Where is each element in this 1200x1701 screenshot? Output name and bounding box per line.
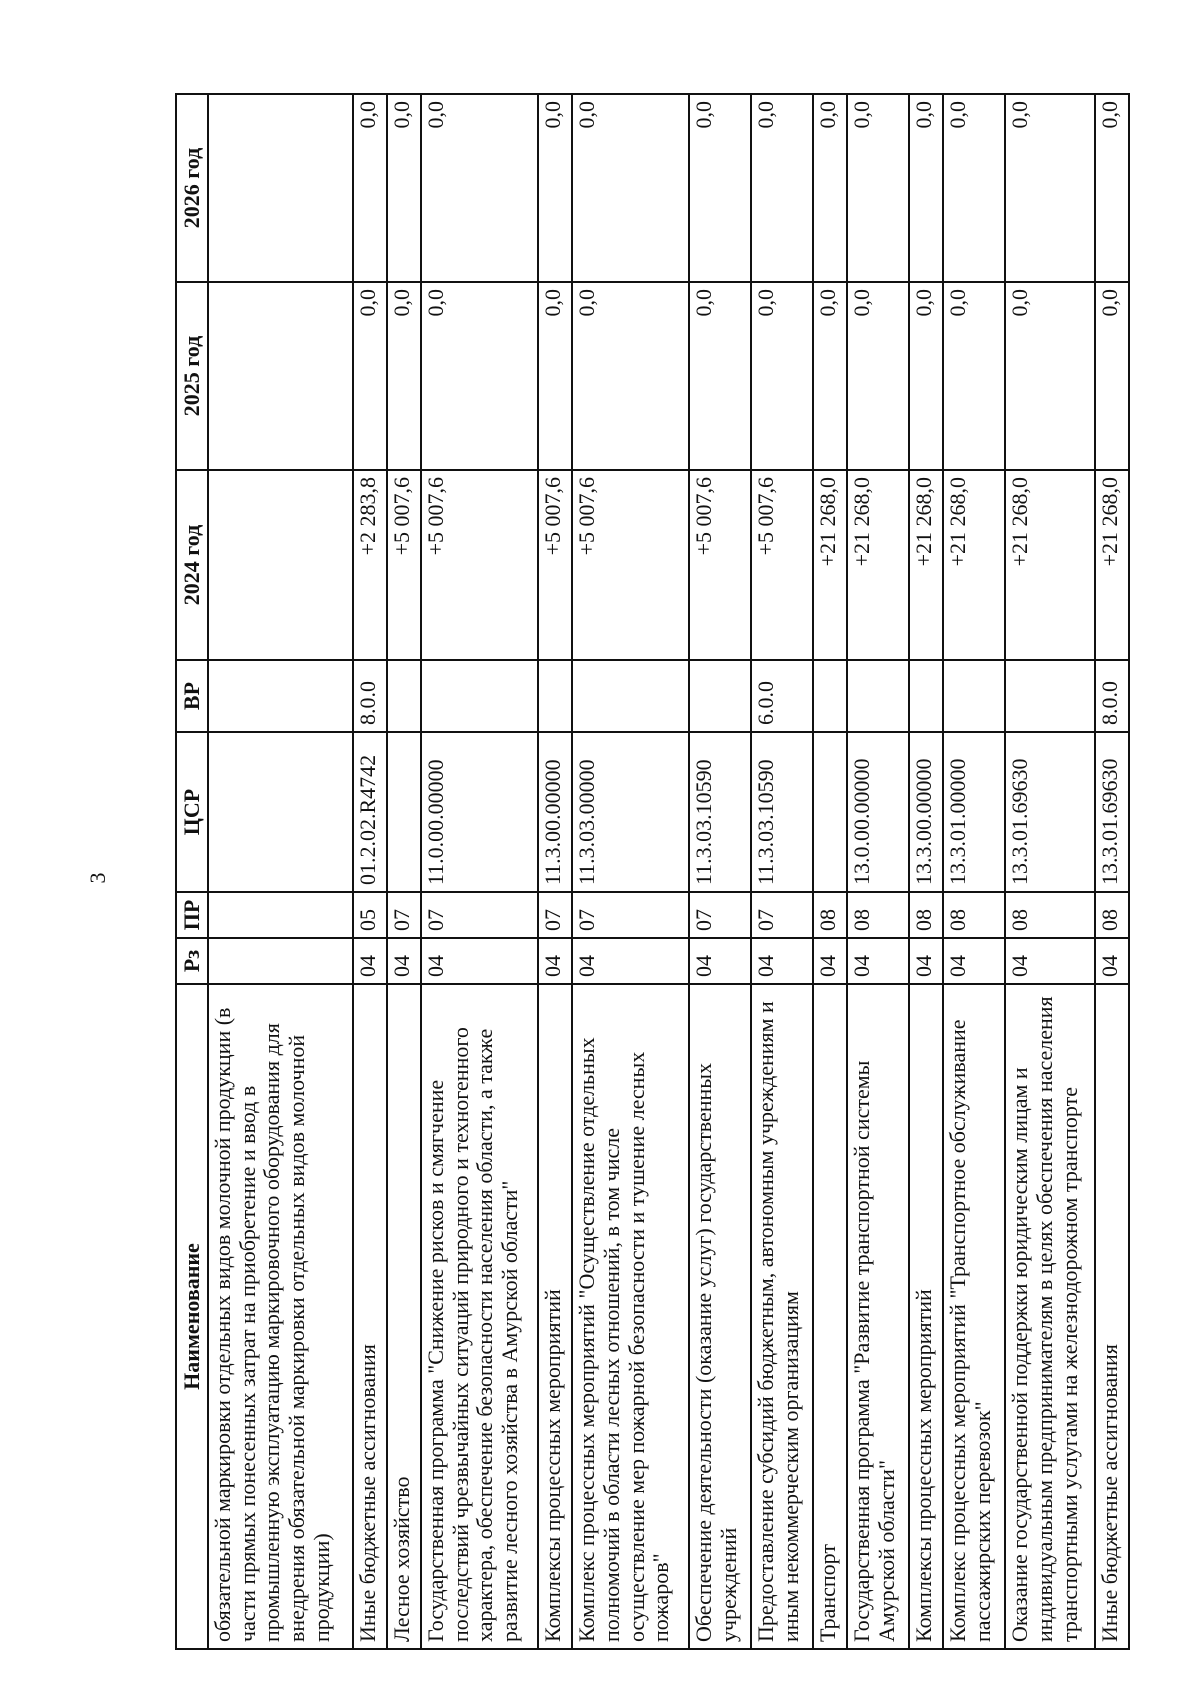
cell-csr: 13.3.01.69630 bbox=[1095, 732, 1129, 892]
header-vr: ВР bbox=[176, 660, 208, 732]
cell-vr: 8.0.0 bbox=[353, 660, 387, 732]
cell-csr: 11.3.03.00000 bbox=[572, 732, 689, 892]
table-row bbox=[208, 94, 353, 1649]
cell-rz: 04 bbox=[943, 938, 1005, 984]
cell-vr bbox=[943, 660, 1005, 732]
header-2024: 2024 год bbox=[176, 470, 208, 660]
cell-2025: 0,0 bbox=[572, 282, 689, 470]
cell-csr: 11.3.03.10590 bbox=[751, 732, 813, 892]
cell-2025: 0,0 bbox=[421, 282, 538, 470]
table-row bbox=[943, 94, 1005, 1649]
cell-2024: +5 007,6 bbox=[387, 470, 421, 660]
cell-pr: 07 bbox=[538, 892, 572, 938]
table-row bbox=[387, 94, 421, 1649]
budget-table-area bbox=[175, 95, 1130, 1650]
cell-2026: 0,0 bbox=[751, 94, 813, 282]
table-row bbox=[572, 94, 689, 1649]
cell-vr bbox=[689, 660, 751, 732]
table-row bbox=[353, 94, 387, 1649]
cell-pr: 07 bbox=[572, 892, 689, 938]
cell-vr bbox=[421, 660, 538, 732]
cell-2026: 0,0 bbox=[689, 94, 751, 282]
cell-rz: 04 bbox=[813, 938, 847, 984]
cell-pr: 08 bbox=[1005, 892, 1094, 938]
cell-2025: 0,0 bbox=[847, 282, 909, 470]
header-rz: Рз bbox=[176, 938, 208, 984]
cell-vr bbox=[909, 660, 943, 732]
cell-name: обязательной маркировки отдельных видов молочной продукции (в части прямых понесенных затрат на приобретение и ввод в промышленную эксплуатацию маркировочного оборудования для внедрения обязательной маркировки отдельных видов молочной продукции) bbox=[208, 984, 353, 1649]
cell-2024: +21 268,0 bbox=[1005, 470, 1094, 660]
cell-2025: 0,0 bbox=[943, 282, 1005, 470]
cell-2025: 0,0 bbox=[353, 282, 387, 470]
table-row bbox=[847, 94, 909, 1649]
cell-rz bbox=[208, 938, 353, 984]
cell-vr bbox=[208, 660, 353, 732]
cell-2025: 0,0 bbox=[1005, 282, 1094, 470]
cell-2026: 0,0 bbox=[1005, 94, 1094, 282]
cell-name: Оказание государственной поддержки юридическим лицам и индивидуальным предпринимателям в целях обеспечения населения транспортными услугами на железнодорожном транспорте bbox=[1005, 984, 1094, 1649]
cell-name: Обеспечение деятельности (оказание услуг) государственных учреждений bbox=[689, 984, 751, 1649]
cell-2026: 0,0 bbox=[943, 94, 1005, 282]
cell-rz: 04 bbox=[572, 938, 689, 984]
cell-2025: 0,0 bbox=[387, 282, 421, 470]
cell-pr: 07 bbox=[421, 892, 538, 938]
header-pr: ПР bbox=[176, 892, 208, 938]
header-csr: ЦСР bbox=[176, 732, 208, 892]
table-row bbox=[909, 94, 943, 1649]
cell-2026: 0,0 bbox=[813, 94, 847, 282]
cell-2026: 0,0 bbox=[538, 94, 572, 282]
cell-2025: 0,0 bbox=[813, 282, 847, 470]
cell-name: Транспорт bbox=[813, 984, 847, 1649]
cell-2025 bbox=[208, 282, 353, 470]
cell-2026: 0,0 bbox=[909, 94, 943, 282]
cell-name: Комплекс процессных мероприятий "Осуществление отдельных полномочий в области лесных отношений, в том числе осуществление мер пожарной безопасности и тушение лесных пожаров" bbox=[572, 984, 689, 1649]
cell-2025: 0,0 bbox=[689, 282, 751, 470]
cell-pr: 08 bbox=[909, 892, 943, 938]
cell-2024 bbox=[208, 470, 353, 660]
cell-vr bbox=[1005, 660, 1094, 732]
cell-rz: 04 bbox=[847, 938, 909, 984]
table-row bbox=[813, 94, 847, 1649]
header-2026: 2026 год bbox=[176, 94, 208, 282]
cell-2024: +5 007,6 bbox=[421, 470, 538, 660]
cell-name: Государственная программа "Развитие транспортной системы Амурской области" bbox=[847, 984, 909, 1649]
cell-pr: 08 bbox=[813, 892, 847, 938]
table-row bbox=[538, 94, 572, 1649]
cell-csr: 13.3.01.00000 bbox=[943, 732, 1005, 892]
cell-2026: 0,0 bbox=[421, 94, 538, 282]
budget-table bbox=[175, 93, 1130, 1650]
header-name: Наименование bbox=[176, 984, 208, 1649]
table-row bbox=[421, 94, 538, 1649]
cell-2026: 0,0 bbox=[353, 94, 387, 282]
cell-name: Лесное хозяйство bbox=[387, 984, 421, 1649]
cell-name: Государственная программа "Снижение рисков и смягчение последствий чрезвычайных ситуаций природного и техногенного характера, обеспечение безопасности населения области, а также развитие лесного хозяйства в Амурской области" bbox=[421, 984, 538, 1649]
cell-vr bbox=[572, 660, 689, 732]
cell-pr: 07 bbox=[751, 892, 813, 938]
cell-rz: 04 bbox=[1095, 938, 1129, 984]
cell-2024: +21 268,0 bbox=[1095, 470, 1129, 660]
header-2025: 2025 год bbox=[176, 282, 208, 470]
cell-2024: +21 268,0 bbox=[943, 470, 1005, 660]
cell-csr: 11.3.00.00000 bbox=[538, 732, 572, 892]
cell-vr bbox=[387, 660, 421, 732]
cell-csr bbox=[387, 732, 421, 892]
cell-2024: +5 007,6 bbox=[538, 470, 572, 660]
cell-2025: 0,0 bbox=[1095, 282, 1129, 470]
cell-2025: 0,0 bbox=[538, 282, 572, 470]
cell-vr: 6.0.0 bbox=[751, 660, 813, 732]
cell-rz: 04 bbox=[909, 938, 943, 984]
table-header-row bbox=[176, 94, 208, 1649]
cell-2026: 0,0 bbox=[572, 94, 689, 282]
cell-2024: +5 007,6 bbox=[751, 470, 813, 660]
cell-2024: +21 268,0 bbox=[909, 470, 943, 660]
cell-rz: 04 bbox=[387, 938, 421, 984]
cell-name: Иные бюджетные ассигнования bbox=[353, 984, 387, 1649]
cell-2024: +5 007,6 bbox=[572, 470, 689, 660]
cell-2026: 0,0 bbox=[847, 94, 909, 282]
cell-rz: 04 bbox=[353, 938, 387, 984]
cell-2026: 0,0 bbox=[1095, 94, 1129, 282]
cell-csr: 13.0.00.00000 bbox=[847, 732, 909, 892]
cell-rz: 04 bbox=[1005, 938, 1094, 984]
cell-csr bbox=[813, 732, 847, 892]
cell-vr bbox=[813, 660, 847, 732]
cell-2024: +5 007,6 bbox=[689, 470, 751, 660]
cell-name: Комплексы процессных мероприятий bbox=[538, 984, 572, 1649]
cell-2025: 0,0 bbox=[751, 282, 813, 470]
cell-2026 bbox=[208, 94, 353, 282]
cell-vr bbox=[847, 660, 909, 732]
table-row bbox=[689, 94, 751, 1649]
cell-csr: 11.0.00.00000 bbox=[421, 732, 538, 892]
cell-csr: 13.3.00.00000 bbox=[909, 732, 943, 892]
table-row bbox=[751, 94, 813, 1649]
cell-rz: 04 bbox=[421, 938, 538, 984]
cell-rz: 04 bbox=[689, 938, 751, 984]
cell-name: Комплексы процессных мероприятий bbox=[909, 984, 943, 1649]
cell-2026: 0,0 bbox=[387, 94, 421, 282]
cell-vr: 8.0.0 bbox=[1095, 660, 1129, 732]
cell-csr: 13.3.01.69630 bbox=[1005, 732, 1094, 892]
cell-2024: +21 268,0 bbox=[847, 470, 909, 660]
cell-pr: 07 bbox=[689, 892, 751, 938]
cell-rz: 04 bbox=[751, 938, 813, 984]
cell-2024: +2 283,8 bbox=[353, 470, 387, 660]
cell-pr: 08 bbox=[943, 892, 1005, 938]
table-row bbox=[1005, 94, 1094, 1649]
cell-pr: 07 bbox=[387, 892, 421, 938]
table-row bbox=[1095, 94, 1129, 1649]
cell-name: Предоставление субсидий бюджетным, автономным учреждениям и иным некоммерческим организациям bbox=[751, 984, 813, 1649]
cell-csr: 01.2.02.R4742 bbox=[353, 732, 387, 892]
cell-name: Комплекс процессных мероприятий "Транспортное обслуживание пассажирских перевозок" bbox=[943, 984, 1005, 1649]
cell-csr: 11.3.03.10590 bbox=[689, 732, 751, 892]
cell-pr: 05 bbox=[353, 892, 387, 938]
cell-pr: 08 bbox=[1095, 892, 1129, 938]
cell-2025: 0,0 bbox=[909, 282, 943, 470]
cell-2024: +21 268,0 bbox=[813, 470, 847, 660]
cell-vr bbox=[538, 660, 572, 732]
page-number: 3 bbox=[85, 872, 110, 884]
rotated-table-container bbox=[175, 95, 1130, 1650]
cell-csr bbox=[208, 732, 353, 892]
cell-rz: 04 bbox=[538, 938, 572, 984]
cell-pr: 08 bbox=[847, 892, 909, 938]
cell-pr bbox=[208, 892, 353, 938]
cell-name: Иные бюджетные ассигнования bbox=[1095, 984, 1129, 1649]
